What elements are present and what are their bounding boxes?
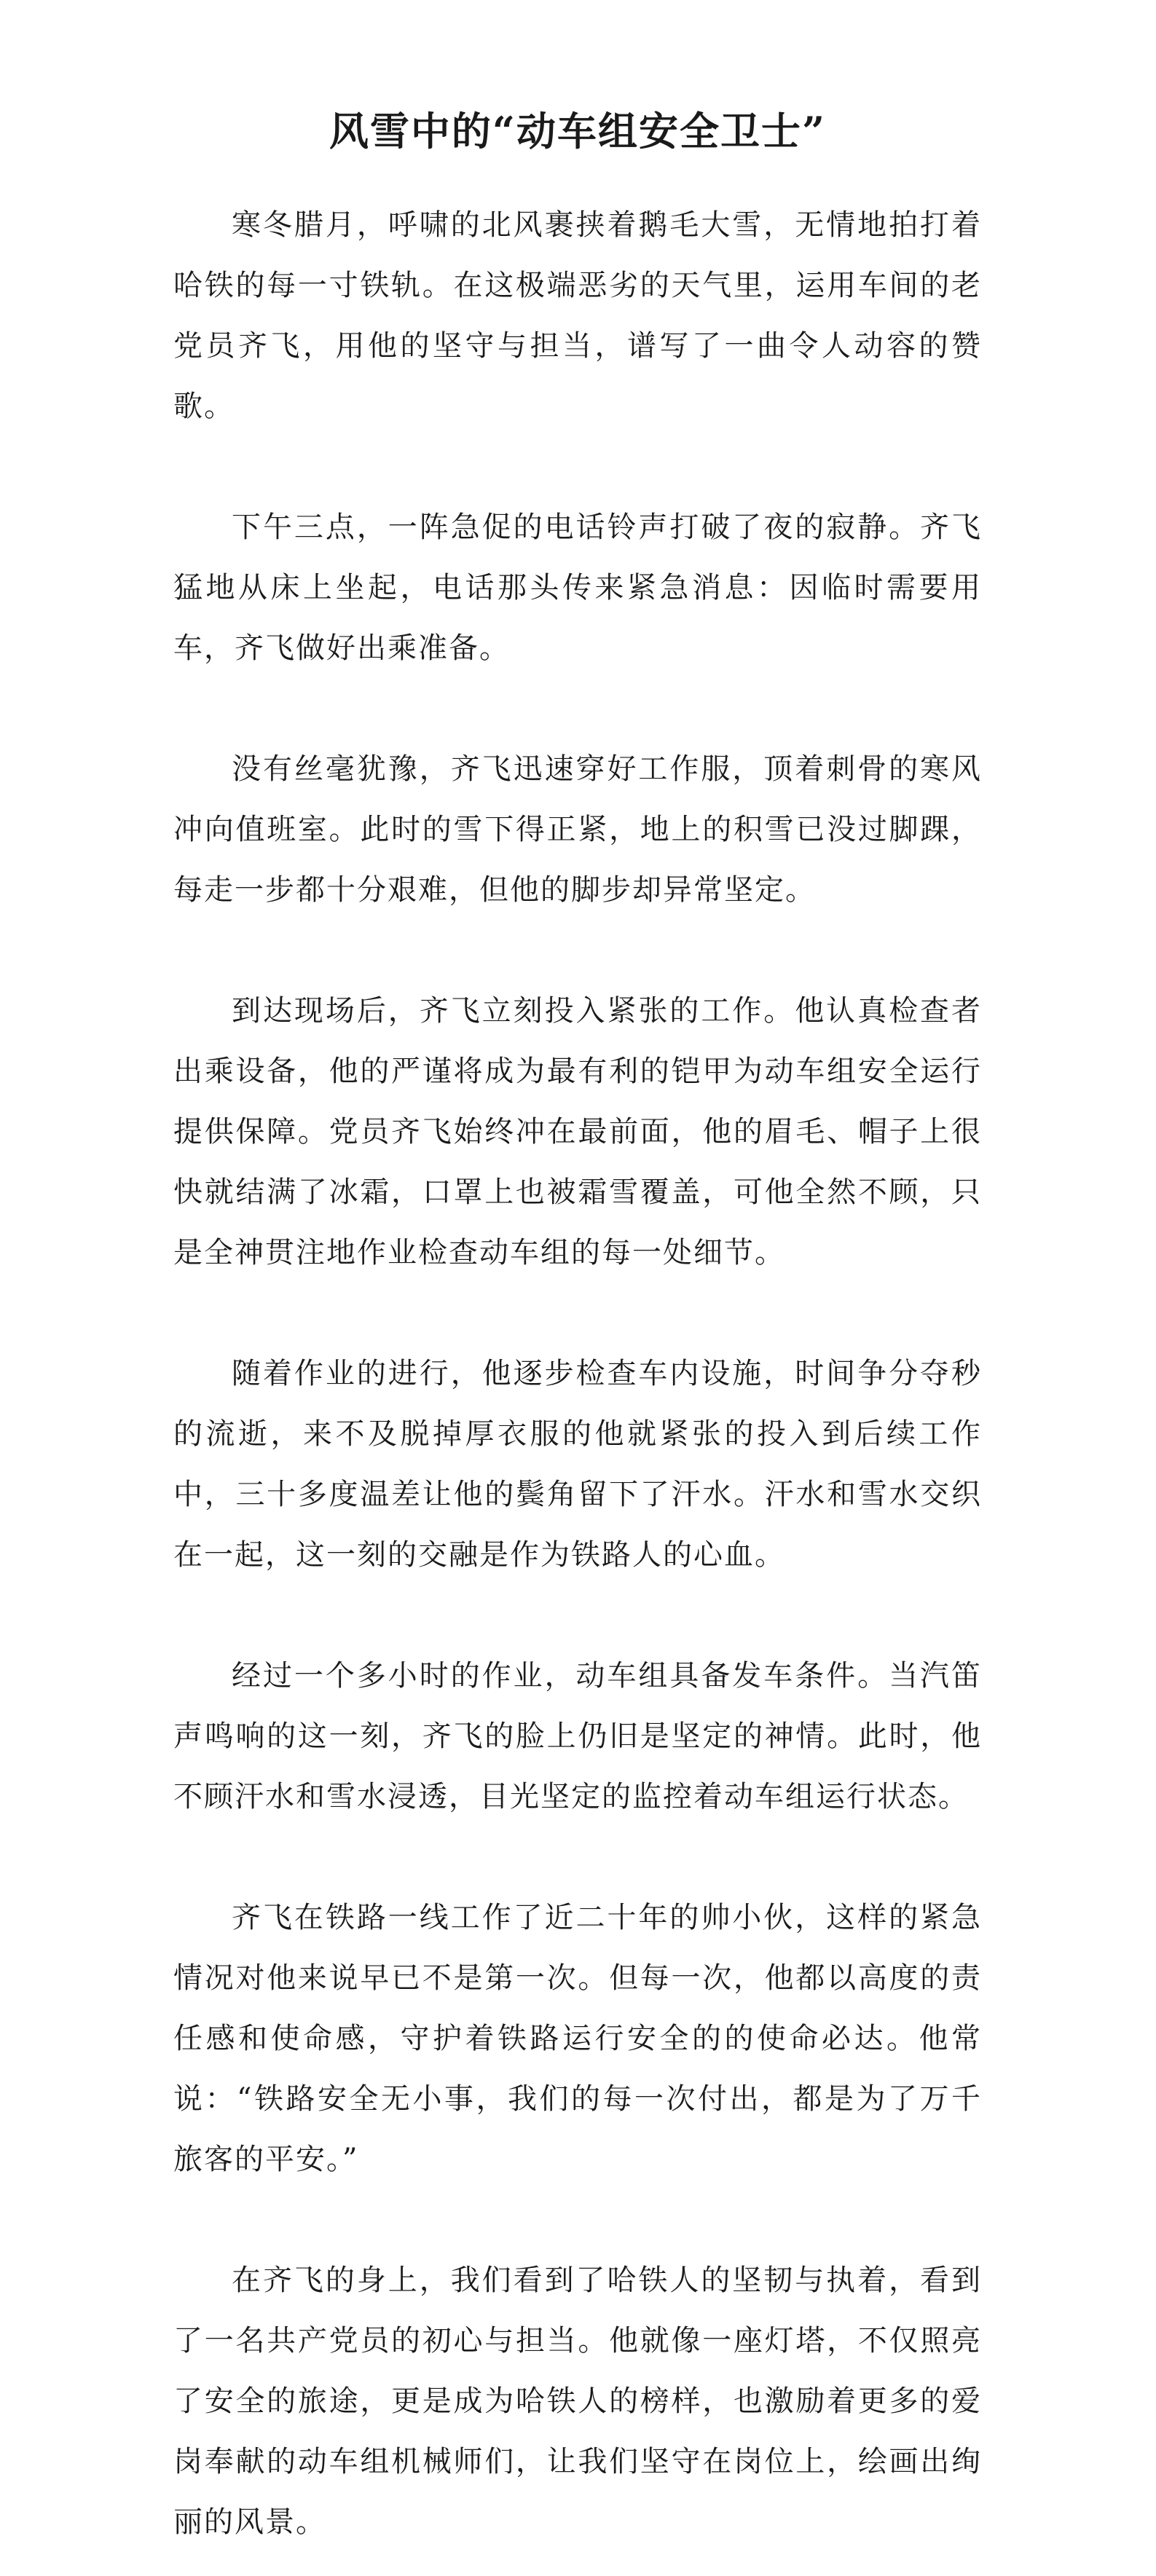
paragraph-2: 下午三点，一阵急促的电话铃声打破了夜的寂静。齐飞猛地从床上坐起，电话那头传来紧急消息：因临时需要用车，齐飞做好出乘准备。	[173, 511, 982, 665]
paragraph-7: 齐飞在铁路一线工作了近二十年的帅小伙，这样的紧急情况对他来说早已不是第一次。但每一次，他都以高度的责任感和使命感，守护着铁路运行安全的的使命必达。他常说：“铁路安全无小事，我们的每一次付出，都是为了万千旅客的平安。”	[173, 1901, 982, 2176]
paragraph-4: 到达现场后，齐飞立刻投入紧张的工作。他认真检查者出乘设备，他的严谨将成为最有利的铠甲为动车组安全运行提供保障。党员齐飞始终冲在最前面，他的眉毛、帽子上很快就结满了冰霜，口罩上也被霜雪覆盖，可他全然不顾，只是全神贯注地作业检查动车组的每一处细节。	[173, 994, 982, 1269]
paragraph-8: 在齐飞的身上，我们看到了哈铁人的坚韧与执着，看到了一名共产党员的初心与担当。他就像一座灯塔，不仅照亮了安全的旅途，更是成为哈铁人的榜样，也激励着更多的爱岗奉献的动车组机械师们，让我们坚守在岗位上，绘画出绚丽的风景。	[173, 2264, 982, 2539]
article-title: 风雪中的“动车组安全卫士”	[329, 108, 827, 154]
article	[173, 102, 982, 2553]
paragraph-6: 经过一个多小时的作业，动车组具备发车条件。当汽笛声鸣响的这一刻，齐飞的脸上仍旧是坚定的神情。此时，他不顾汗水和雪水浸透，目光坚定的监控着动车组运行状态。	[173, 1659, 982, 1813]
paragraph-1: 寒冬腊月，呼啸的北风裹挟着鹅毛大雪，无情地拍打着哈铁的每一寸铁轨。在这极端恶劣的天气里，运用车间的老党员齐飞，用他的坚守与担当，谱写了一曲令人动容的赞歌。	[173, 208, 982, 423]
paragraph-3: 没有丝毫犹豫，齐飞迅速穿好工作服，顶着刺骨的寒风冲向值班室。此时的雪下得正紧，地上的积雪已没过脚踝，每走一步都十分艰难，但他的脚步却异常坚定。	[173, 752, 982, 907]
paragraph-5: 随着作业的进行，他逐步检查车内设施，时间争分夺秒的流逝，来不及脱掉厚衣服的他就紧张的投入到后续工作中，三十多度温差让他的鬓角留下了汗水。汗水和雪水交织在一起，这一刻的交融是作为铁路人的心血。	[173, 1357, 982, 1572]
